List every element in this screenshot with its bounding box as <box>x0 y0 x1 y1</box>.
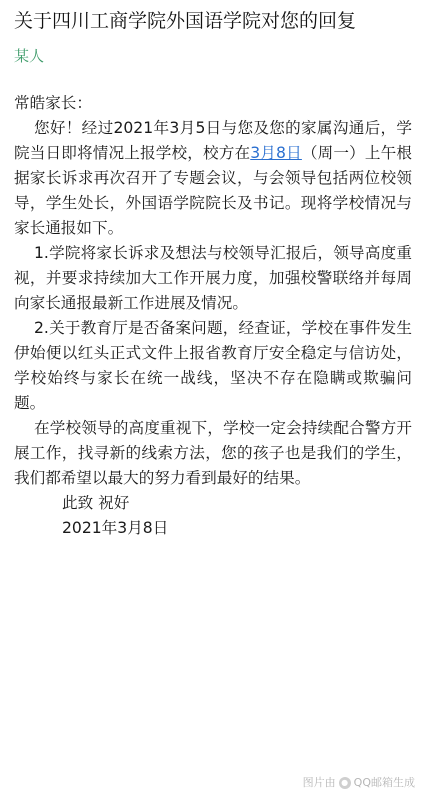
letter-closing: 此致 祝好 <box>62 494 130 512</box>
footer-suffix: QQ邮箱生成 <box>353 776 415 789</box>
letter-date: 2021年3月8日 <box>62 519 169 537</box>
qq-penguin-icon: ● <box>339 777 351 789</box>
letter-paragraph-1 <box>14 116 412 241</box>
letter-body <box>14 91 412 541</box>
watermark-footer <box>303 776 415 790</box>
letter-paragraph-4: 在学校领导的高度重视下，学校一定会持续配合警方开展工作，找寻新的线索方法，您的孩子也是我们的学生，我们都希望以最大的努力看到最好的结果。 <box>14 419 412 487</box>
footer-prefix: 图片由 <box>302 776 336 789</box>
sender-name[interactable]: 某人 <box>14 47 45 65</box>
date-link[interactable]: 3月8日 <box>250 144 302 162</box>
mail-subject: 关于四川工商学院外国语学院对您的回复 <box>14 10 357 32</box>
letter-paragraph-3: 2.关于教育厅是否备案问题，经查证，学校在事件发生伊始便以红头正式文件上报省教育厅安全稳定与信访处，学校始终与家长在统一战线，坚决不存在隐瞒或欺骗问题。 <box>14 319 412 412</box>
letter-paragraph-2: 1.学院将家长诉求及想法与校领导汇报后，领导高度重视，并要求持续加大工作开展力度，加强校警联络并每周向家长通报最新工作进展及情况。 <box>14 244 412 312</box>
letter-salutation: 常皓家长： <box>14 94 92 112</box>
paragraph-1-text-after: （周一）上午根据家长诉求再次召开了专题会议，与会领导包括两位校领导，学生处长，外国语学院院长及书记。现将学校情况与家长通报如下。 <box>14 144 412 237</box>
paragraph-1-text-before: 您好！经过2021年3月5日与您及您的家属沟通后，学院当日即将情况上报学校，校方在 <box>14 119 412 162</box>
